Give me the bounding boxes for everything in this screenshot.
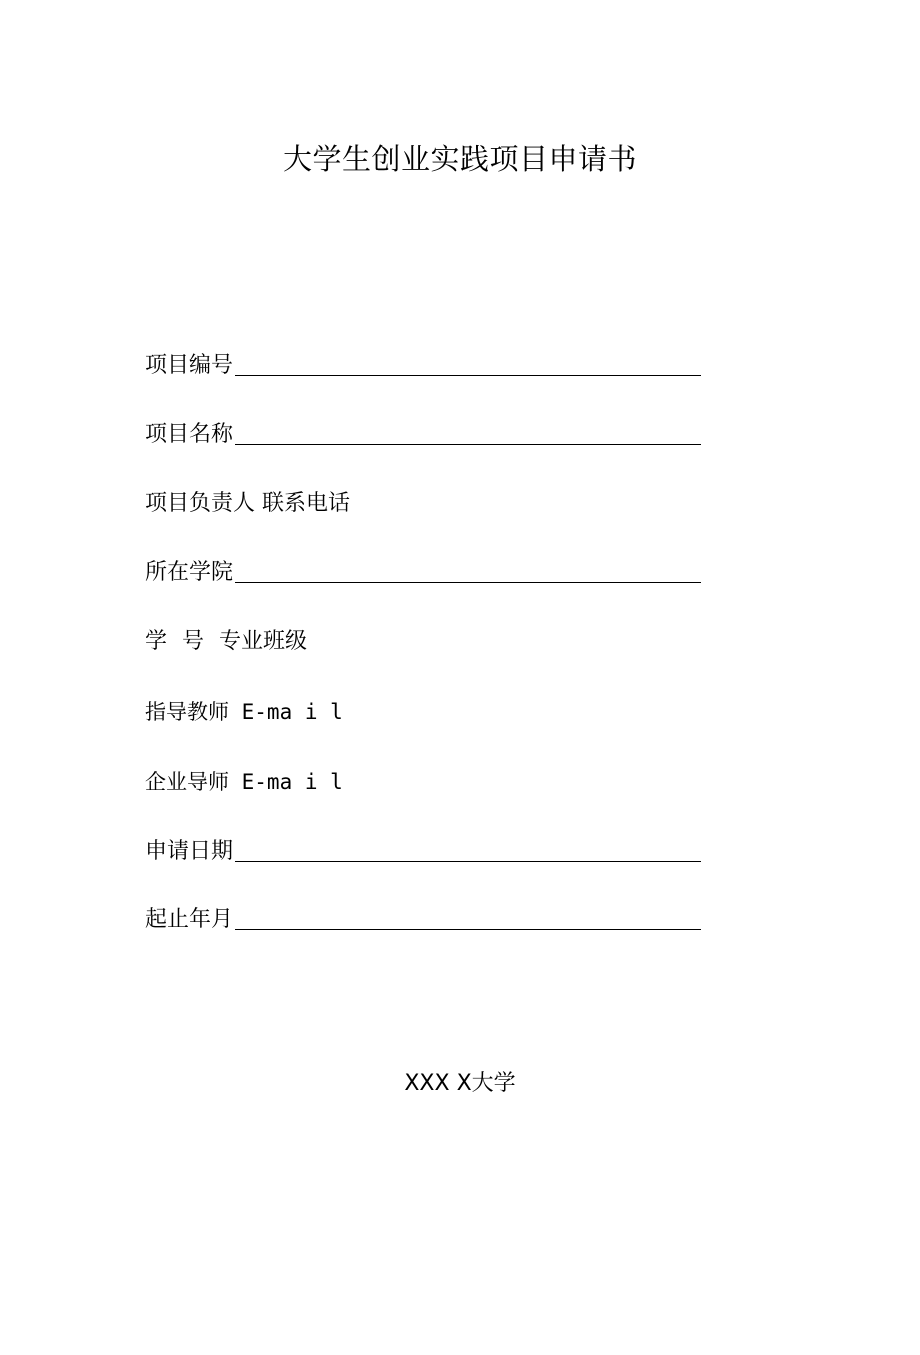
field-application-date bbox=[145, 832, 701, 866]
field-enterprise-mentor-email bbox=[145, 762, 343, 796]
field-label: 申请日期 bbox=[145, 839, 234, 864]
field-label: 所在学院 bbox=[145, 560, 234, 585]
field-project-leader-phone bbox=[145, 484, 350, 518]
field-label: 学 号 专业班级 bbox=[145, 629, 307, 654]
university-name: XXX X大学 bbox=[404, 1071, 516, 1096]
field-label: 项目编号 bbox=[145, 353, 234, 378]
field-student-id-class bbox=[145, 622, 307, 656]
fill-in-line[interactable] bbox=[235, 375, 701, 376]
field-college bbox=[145, 553, 701, 587]
fill-in-line[interactable] bbox=[235, 861, 701, 862]
fill-in-line[interactable] bbox=[235, 444, 701, 445]
field-label: 项目负责人 联系电话 bbox=[145, 491, 350, 516]
fill-in-line[interactable] bbox=[235, 582, 701, 583]
field-project-number bbox=[145, 346, 701, 380]
field-label: 企业导师 E-ma i l bbox=[145, 770, 343, 794]
field-start-end-date bbox=[145, 900, 701, 934]
document-title: 大学生创业实践项目申请书 bbox=[282, 142, 637, 176]
field-advisor-email bbox=[145, 692, 343, 726]
field-label: 项目名称 bbox=[145, 422, 234, 447]
field-label: 指导教师 E-ma i l bbox=[145, 700, 343, 724]
field-label: 起止年月 bbox=[145, 907, 234, 932]
field-project-name bbox=[145, 415, 701, 449]
fill-in-line[interactable] bbox=[235, 929, 701, 930]
